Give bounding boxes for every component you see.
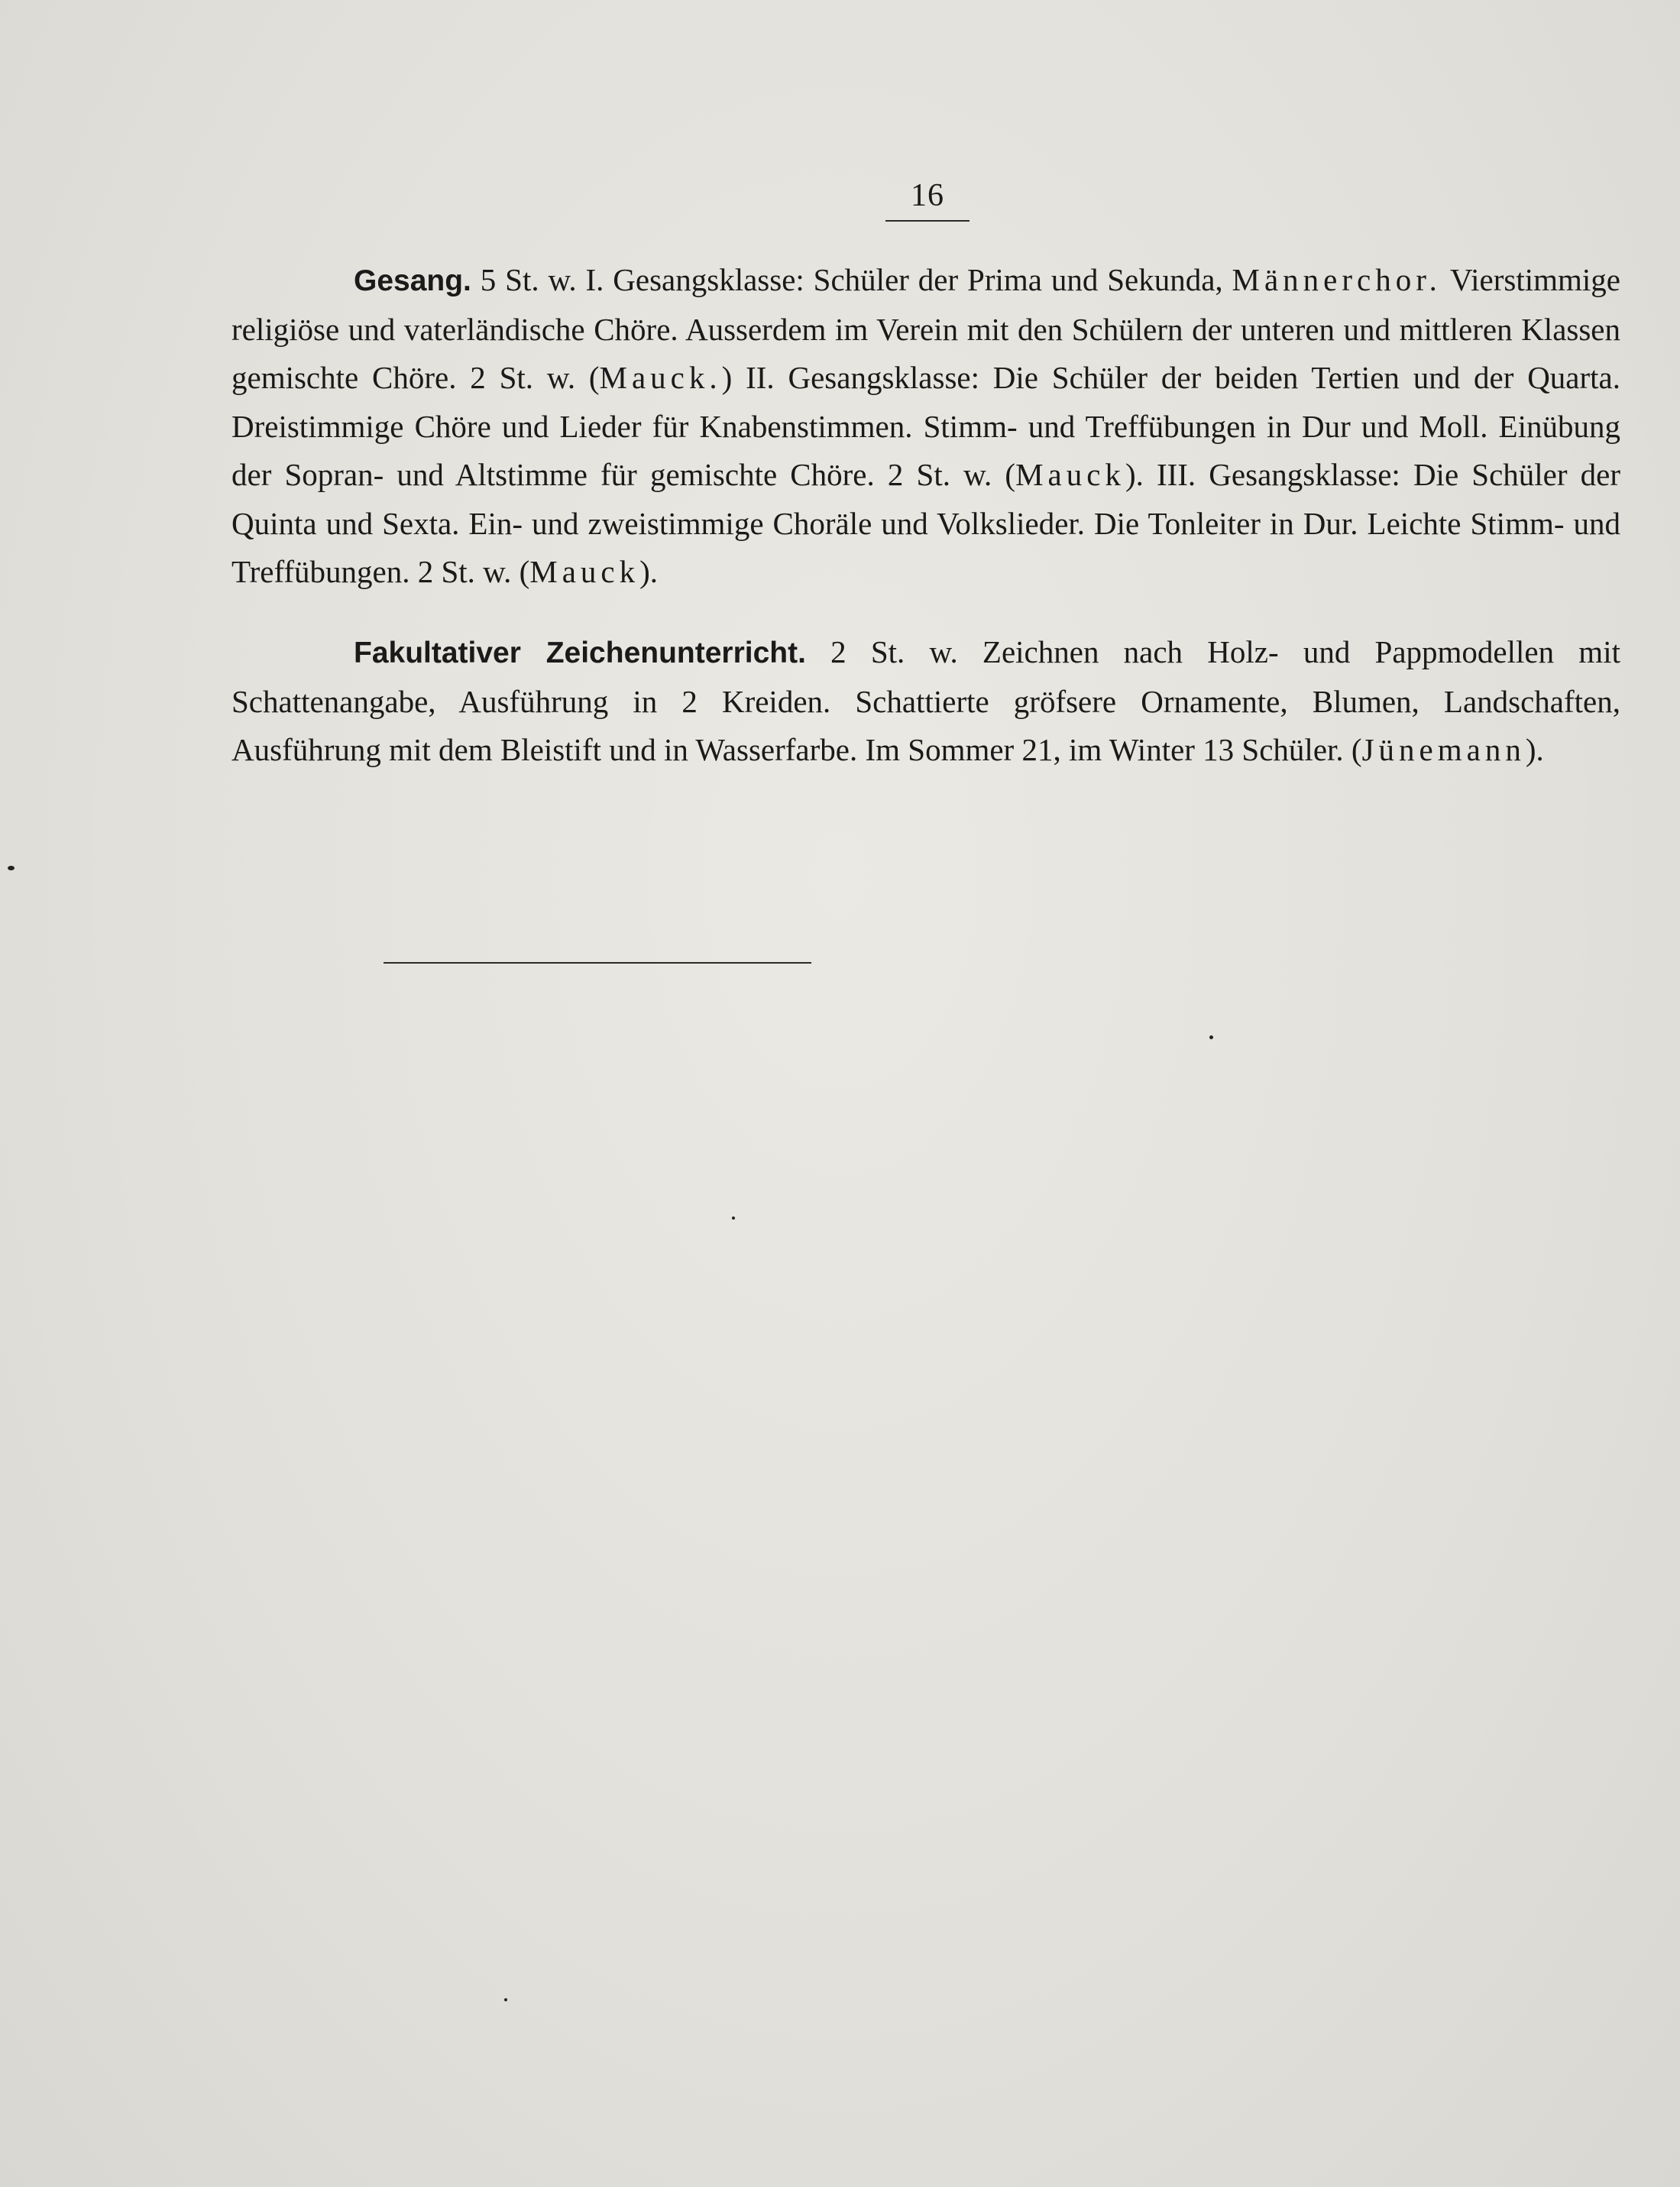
teacher-name: Mauck: [1015, 457, 1125, 492]
text-run: Vierstimmige religiöse und vaterländische Chöre. Ausserdem im Verein mit den Schülern der unteren und mittleren Klassen gemischte Chöre. 2 St. w. (: [231, 262, 1620, 395]
paragraph-gesang: [231, 256, 1620, 597]
section-gesang: [231, 256, 1620, 597]
text-run: ). III. Gesangsklasse: Die Schüler der Quinta und Sexta. Ein- und zweistimmige Choräle und Volkslieder. Die Tonleiter in Dur. Leichte Stimm- und Treffübungen. 2 St. w. (: [231, 457, 1620, 589]
page-number-underline: [885, 220, 969, 222]
spaced-term-maennerchor: Männerchor.: [1232, 262, 1442, 297]
text-run: 5 St. w. I. Gesangsklasse: Schüler der Prima und Sekunda,: [471, 262, 1232, 297]
text-run: ).: [639, 554, 659, 589]
ink-speck: [732, 1217, 735, 1220]
teacher-name: Mauck.: [599, 360, 722, 395]
teacher-name: Jünemann: [1361, 732, 1526, 767]
ink-speck: [1209, 1035, 1213, 1039]
section-divider: [384, 962, 811, 964]
ink-speck: [504, 1998, 507, 2001]
section-title-zeichenunterricht: Fakultativer Zeichenunterricht.: [354, 637, 806, 669]
section-title-gesang: Gesang.: [354, 264, 471, 297]
paragraph-zeichenunterricht: [231, 628, 1620, 775]
section-zeichenunterricht: [231, 628, 1620, 775]
text-run: 2 St. w. Zeichnen nach Holz- und Pappmodellen mit Schattenangabe, Ausführung in 2 Kreiden. Schattierte gröfsere Ornamente, Blumen, Landschaften, Ausführung mit dem Bleistift und in Wasserfarbe. Im Sommer 21, im Winter 13 Schüler. (: [231, 634, 1620, 767]
text-run: ).: [1525, 732, 1544, 767]
teacher-name: Mauck: [529, 554, 640, 589]
ink-speck: [8, 866, 15, 870]
text-run: ) II. Gesangsklasse: Die Schüler der beiden Tertien und der Quarta. Dreistimmige Chöre und Lieder für Knabenstimmen. Stimm- und Treffübungen in Dur und Moll. Einübung der Sopran- und Altstimme für gemischte Chöre. 2 St. w. (: [231, 360, 1620, 492]
page-number: 16: [911, 178, 944, 213]
